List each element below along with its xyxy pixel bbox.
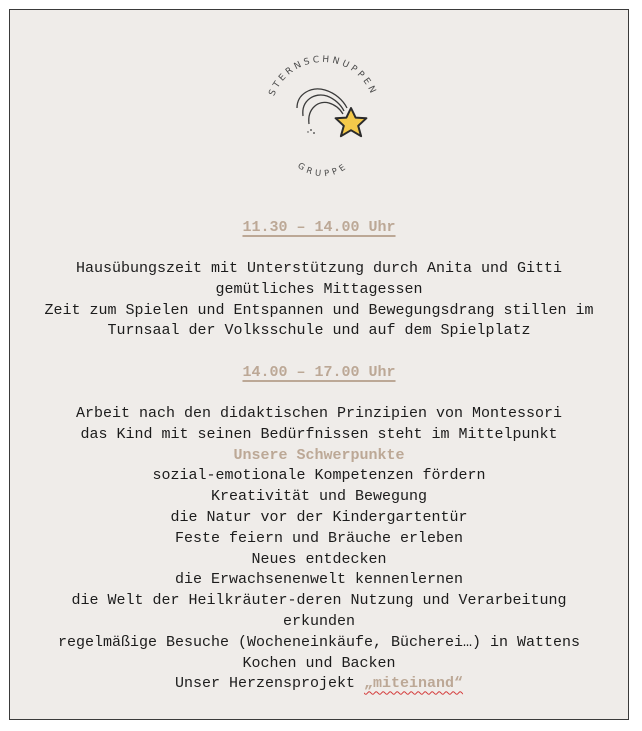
time-heading-1 xyxy=(10,218,628,238)
logo-bottom-text: GRUPPE xyxy=(295,161,351,180)
focus-item: die Welt der Heilkräuter-deren Nutzung und Verarbeitung xyxy=(71,592,567,610)
document-page xyxy=(9,9,629,720)
time-heading-2-text: 14.00 – 17.00 Uhr xyxy=(242,364,396,381)
logo xyxy=(253,42,393,182)
focus-item: Feste feiern und Bräuche erleben xyxy=(174,529,464,547)
focus-item: die Natur vor der Kindergartentür xyxy=(170,508,468,526)
shooting-star-icon xyxy=(297,89,366,136)
section1-line: Zeit zum Spielen und Entspannen und Bewegungsdrang stillen im xyxy=(44,301,594,319)
focus-subheading: Unsere Schwerpunkte xyxy=(233,446,405,464)
heart-project-line xyxy=(10,674,628,695)
time-heading-2 xyxy=(10,363,628,383)
logo-arc-text: STERNSCHNUPPEN xyxy=(267,54,379,98)
section2-intro-line: das Kind mit seinen Bedürfnissen steht im Mittelpunkt xyxy=(80,425,558,443)
focus-item: sozial-emotionale Kompetenzen fördern xyxy=(152,467,486,485)
focus-item: Kreativität und Bewegung xyxy=(210,488,428,506)
section1-line: Hausübungszeit mit Unterstützung durch Anita und Gitti xyxy=(75,260,563,277)
section1-line: Turnsaal der Volksschule und auf dem Spielplatz xyxy=(107,322,531,340)
focus-item: Kochen und Backen xyxy=(242,654,396,672)
heart-project-name: „miteinand“ xyxy=(364,675,464,693)
section2-intro-line: Arbeit nach den didaktischen Prinzipien von Montessori xyxy=(75,405,563,422)
focus-item: erkunden xyxy=(282,612,355,630)
focus-item: Neues entdecken xyxy=(251,550,387,568)
section1-line: gemütliches Mittagessen xyxy=(215,280,423,298)
section2-text xyxy=(10,404,628,695)
section1-text xyxy=(10,259,628,342)
time-heading-1-text: 11.30 – 14.00 Uhr xyxy=(242,219,396,236)
focus-item: regelmäßige Besuche (Wocheneinkäufe, Bücherei…) in Wattens xyxy=(57,633,581,651)
heart-project-prefix: Unser Herzensprojekt xyxy=(174,675,364,693)
focus-item: die Erwachsenenwelt kennenlernen xyxy=(174,571,464,589)
